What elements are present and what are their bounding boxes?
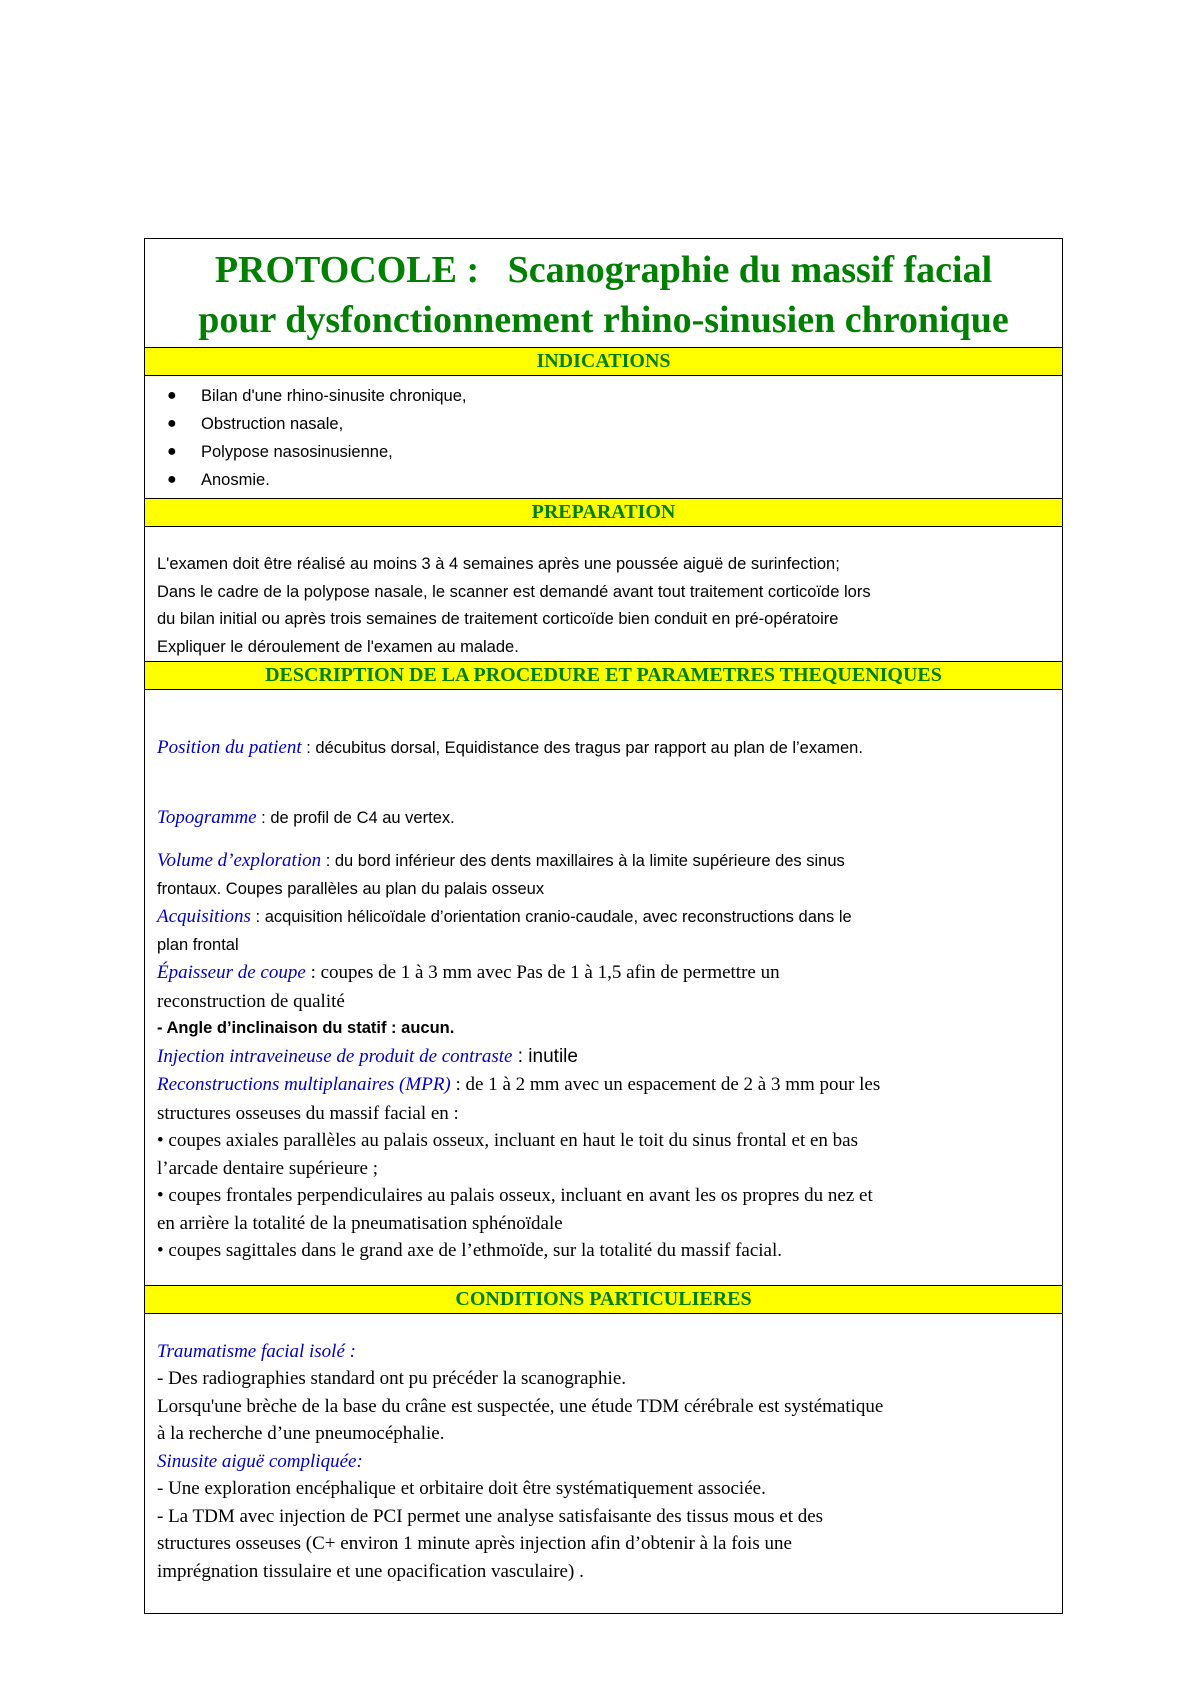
mpr-bullet-frontal: • coupes frontales perpendiculaires au palais osseux, incluant en avant les os propres du nez et [157, 1185, 873, 1206]
mpr-line [157, 1071, 1048, 1100]
mpr-bullet-frontal-cont: en arrière la totalité de la pneumatisation sphénoïdale [157, 1212, 563, 1234]
trauma-line: à la recherche d’une pneumocéphalie. [157, 1423, 445, 1444]
indication-text: Anosmie. [201, 471, 270, 489]
mpr-bullet-axial-cont: l’arcade dentaire supérieure ; [157, 1157, 379, 1179]
position-line [157, 734, 1048, 763]
document-title [145, 239, 1062, 348]
sinusite-line: - Une exploration encéphalique et orbitaire doit être systématiquement associée. [157, 1478, 766, 1499]
angle-text: - Angle d’inclinaison du statif : aucun. [157, 1019, 455, 1037]
title-line-2: pour dysfonctionnement rhino-sinusien chronique [198, 299, 1009, 341]
epaisseur-text: : coupes de 1 à 3 mm avec Pas de 1 à 1,5 afin de permettre un [305, 962, 780, 983]
mpr-text: : de 1 à 2 mm avec un espacement de 2 à 3 mm pour les [450, 1074, 881, 1095]
topogramme-line [157, 804, 1048, 833]
mpr-bullet-sagittal: • coupes sagittales dans le grand axe de l’ethmoïde, sur la totalité du massif facial. [157, 1240, 783, 1261]
sinusite-line: - La TDM avec injection de PCI permet une analyse satisfaisante des tissus mous et des [157, 1505, 824, 1527]
bullet-icon: ● [167, 387, 177, 404]
indication-text: Bilan d'une rhino-sinusite chronique, [201, 387, 467, 405]
injection-label: Injection intraveineuse de produit de contraste [157, 1045, 513, 1067]
preparation-line: du bilan initial ou après trois semaines de traitement corticoïde bien conduit en pré-opératoire [157, 610, 839, 628]
epaisseur-line-2: reconstruction de qualité [157, 990, 345, 1012]
list-item [167, 382, 1062, 410]
angle-line [157, 1015, 1048, 1043]
indication-text: Polypose nasosinusienne, [201, 443, 393, 461]
protocol-document [144, 238, 1063, 1614]
bullet-icon: ● [167, 471, 177, 488]
list-item [167, 466, 1062, 494]
acquisitions-label: Acquisitions [157, 906, 251, 927]
preparation-line: Dans le cadre de la polypose nasale, le scanner est demandé avant tout traitement corticoïde lors [157, 582, 871, 601]
acquisitions-text: : acquisition hélicoïdale d’orientation cranio-caudale, avec reconstructions dans le [250, 908, 852, 926]
conditions-cell [145, 1314, 1062, 1614]
mpr-line-2: structures osseuses du massif facial en : [157, 1102, 459, 1124]
position-label: Position du patient [157, 737, 302, 758]
trauma-line: Lorsqu'une brèche de la base du crâne est suspectée, une étude TDM cérébrale est systématique [157, 1395, 884, 1417]
list-item [167, 438, 1062, 466]
injection-text: : inutile [512, 1045, 578, 1067]
bullet-icon: ● [167, 415, 177, 432]
topogramme-label: Topogramme [157, 806, 257, 828]
preparation-heading: PREPARATION [145, 499, 1062, 527]
preparation-line: L'examen doit être réalisé au moins 3 à 4 semaines après une poussée aiguë de surinfection; [157, 555, 840, 573]
sinusite-label: Sinusite aiguë compliquée: [157, 1450, 363, 1472]
epaisseur-line [157, 959, 1048, 988]
position-text: : décubitus dorsal, Equidistance des tragus par rapport au plan de l’examen. [301, 739, 863, 757]
indication-text: Obstruction nasale, [201, 415, 344, 433]
list-item [167, 410, 1062, 438]
title-line-1: PROTOCOLE : Scanographie du massif facial [214, 249, 993, 291]
volume-line-2: frontaux. Coupes parallèles au plan du palais osseux [157, 879, 545, 898]
acquisitions-line-2: plan frontal [157, 935, 239, 954]
sinusite-line: structures osseuses (C+ environ 1 minute après injection afin d’obtenir à la fois une [157, 1533, 792, 1554]
volume-text: : du bord inférieur des dents maxillaires à la limite supérieure des sinus [321, 852, 845, 870]
injection-line [157, 1043, 1048, 1072]
trauma-line: - Des radiographies standard ont pu précéder la scanographie. [157, 1368, 627, 1389]
indications-heading: INDICATIONS [145, 348, 1062, 376]
mpr-label: Reconstructions multiplanaires (MPR) [157, 1074, 451, 1095]
indications-list [145, 376, 1062, 498]
topogramme-text: : de profil de C4 au vertex. [256, 808, 455, 827]
acquisitions-line [157, 903, 1048, 932]
indications-cell [145, 376, 1062, 499]
procedure-heading: DESCRIPTION DE LA PROCEDURE ET PARAMETRES THEQUENIQUES [145, 662, 1062, 690]
volume-label: Volume d’exploration [157, 850, 322, 871]
procedure-cell [145, 690, 1062, 1286]
preparation-line: Expliquer le déroulement de l'examen au malade. [157, 637, 519, 656]
conditions-heading: CONDITIONS PARTICULIERES [145, 1286, 1062, 1314]
epaisseur-label: Épaisseur de coupe [157, 962, 306, 983]
sinusite-line: imprégnation tissulaire et une opacification vasculaire) . [157, 1560, 584, 1582]
bullet-icon: ● [167, 443, 177, 460]
preparation-cell [145, 527, 1062, 662]
mpr-bullet-axial: • coupes axiales parallèles au palais osseux, incluant en haut le toit du sinus frontal et en bas [157, 1130, 859, 1151]
trauma-label: Traumatisme facial isolé : [157, 1340, 356, 1362]
volume-line [157, 847, 1048, 876]
